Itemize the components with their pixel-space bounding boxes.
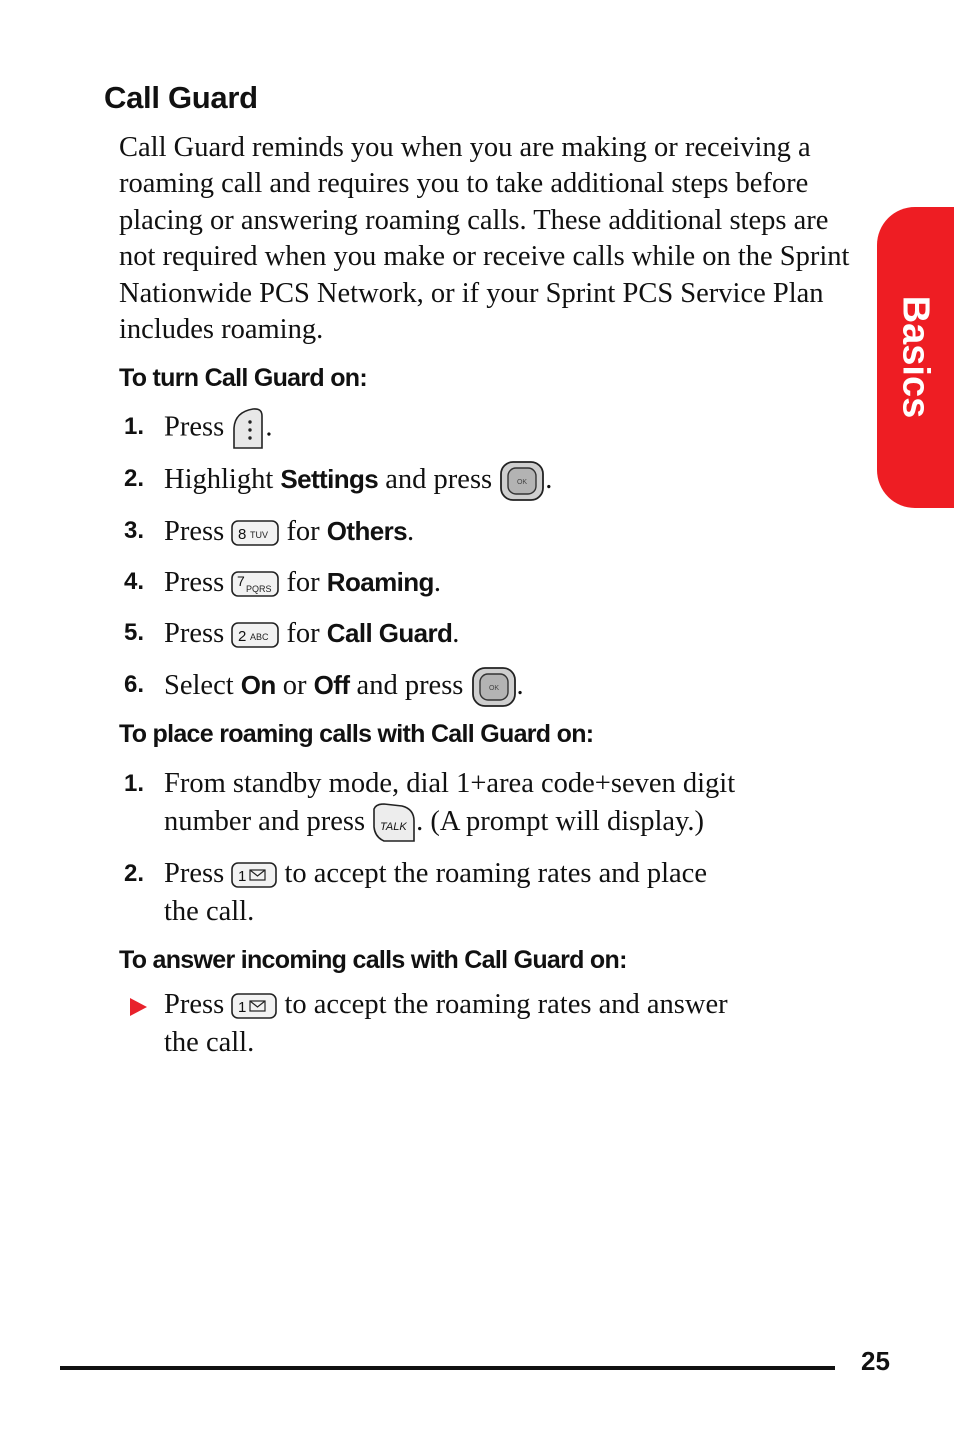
talk-key-icon [372,803,416,843]
ok-label: OK [488,685,499,693]
key-letters: ABC [250,632,269,643]
step-text: Press [164,858,225,889]
step-text-post: . [407,516,415,547]
key-letters: TUV [250,530,269,541]
step-text-post: to accept the roaming rates and place [284,858,707,889]
step-text-mid: for [286,618,320,649]
step-text: number and press [164,806,366,837]
subhead-place-calls: To place roaming calls with Call Guard on: [119,720,594,748]
step-text-post: . [265,411,273,443]
step-number: 5. [124,619,145,646]
8-key-icon [231,520,279,546]
footer-rule [60,1366,835,1370]
step-text-line1: From standby mode, dial 1+area code+seven digit [164,768,736,799]
step-number: 4. [124,568,145,595]
step-text-line2: the call. [164,1027,255,1058]
subhead-turn-on: To turn Call Guard on: [119,364,368,392]
1-key-icon [231,862,277,888]
key-letters: PQRS [246,584,272,595]
step-text-line2: the call. [164,896,255,927]
page-number: 25 [861,1346,890,1376]
bullet-arrow-icon [130,998,147,1016]
step-text-post: . [433,567,441,598]
2-key-icon [231,622,279,648]
step-number: 2. [124,860,145,887]
step-number: 3. [124,517,145,544]
step-text-post: . [516,670,524,701]
menu-key-icon [231,408,265,450]
key-digit: 1 [238,868,247,886]
ok-key-icon [471,667,517,707]
keyword-off: Off [313,670,350,700]
keyword-on: On [240,670,276,700]
step-text: Press [164,567,225,598]
step-text: Highlight [164,464,274,495]
side-tab-label: Basics [894,295,937,419]
key-digit: 7 [237,573,246,590]
step-text-mid: or [282,670,307,701]
step-text-mid2: and press [356,670,464,701]
step-text-post: to accept the roaming rates and answer [284,989,728,1020]
keyword-settings: Settings [280,464,379,494]
1-key-icon [231,993,277,1019]
intro-paragraph: Call Guard reminds you when you are making or receiving a roaming call and requires you to take additional steps before placing or answering roaming calls. These additional steps are not required when you make or receive calls while on the Sprint Nationwide PCS Network, or if your Sprint PCS Service Plan includes roaming. [119,132,850,346]
step-number: 6. [124,671,145,698]
section-title: Call Guard [104,80,258,115]
step-text-post: . [452,618,460,649]
talk-label: TALK [380,821,407,834]
step-text: Press [164,411,225,443]
ok-label: OK [517,479,528,487]
step-text: Press [164,516,225,547]
step-number: 2. [124,465,145,492]
step-number: 1. [124,413,145,440]
step-text-post: . [545,464,553,495]
subhead-answer-calls: To answer incoming calls with Call Guard on: [119,946,627,974]
key-digit: 8 [238,526,247,544]
step-text-mid: and press [385,464,493,495]
keyword-call-guard: Call Guard [326,618,453,648]
keyword-roaming: Roaming [326,567,434,597]
key-digit: 2 [238,628,247,646]
step-number: 1. [124,770,145,797]
step-text-mid: for [286,567,320,598]
step-text-post: . (A prompt will display.) [416,806,705,837]
step-text: Select [164,670,234,701]
keyword-others: Others [326,516,407,546]
step-text: Press [164,618,225,649]
step-text: Press [164,989,225,1020]
7-key-icon [231,571,279,597]
ok-key-icon [499,461,545,501]
step-text-mid: for [286,516,320,547]
key-digit: 1 [238,999,247,1017]
